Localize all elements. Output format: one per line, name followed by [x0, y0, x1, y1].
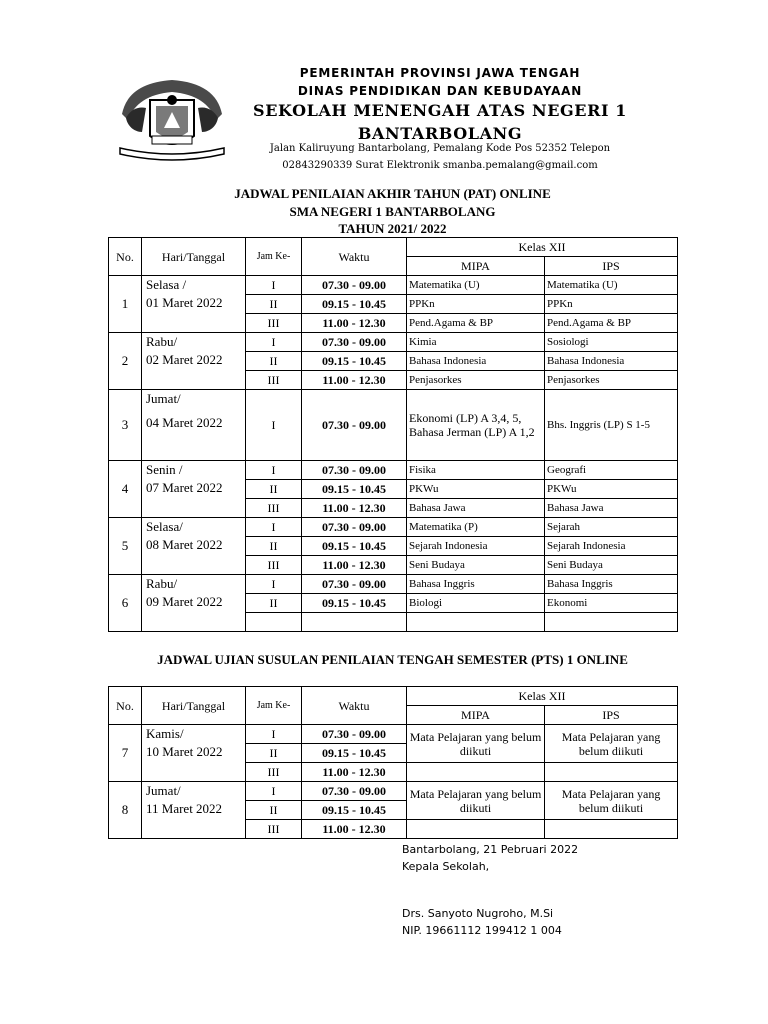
date-value: 07 Maret 2022: [146, 480, 223, 495]
session: II: [246, 352, 302, 371]
session: II: [246, 594, 302, 613]
subject-ips: Mata Pelajaran yang belum diikuti: [545, 782, 678, 820]
signature-nip: NIP. 19661112 199412 1 004: [402, 924, 562, 937]
subject-ips: Pend.Agama & BP: [545, 314, 678, 333]
session: I: [246, 333, 302, 352]
letterhead-government: PEMERINTAH PROVINSI JAWA TENGAH: [299, 66, 581, 80]
empty-cell: [407, 763, 545, 782]
time: 07.30 - 09.00: [302, 782, 407, 801]
time: 07.30 - 09.00: [302, 390, 407, 461]
row-no: 3: [109, 390, 142, 461]
pts-schedule-table: [108, 686, 678, 839]
day-name: Selasa/: [146, 519, 183, 534]
day-name: Senin /: [146, 462, 183, 477]
time: 09.15 - 10.45: [302, 537, 407, 556]
row-day-date: [142, 725, 246, 782]
empty-cell: [545, 763, 678, 782]
header-no: No.: [109, 238, 142, 276]
table-row: [109, 782, 678, 801]
session: III: [246, 820, 302, 839]
time: 07.30 - 09.00: [302, 461, 407, 480]
table-row: [109, 575, 678, 594]
table-row: [109, 333, 678, 352]
date-value: 02 Maret 2022: [146, 352, 223, 367]
empty-cell: [302, 613, 407, 632]
date-value: 04 Maret 2022: [146, 415, 223, 430]
time: 07.30 - 09.00: [302, 276, 407, 295]
empty-cell: [407, 613, 545, 632]
subject-mipa: Fisika: [407, 461, 545, 480]
time: 11.00 - 12.30: [302, 556, 407, 575]
time: 09.15 - 10.45: [302, 480, 407, 499]
subject-mipa: Ekonomi (LP) A 3,4, 5, Bahasa Jerman (LP) A 1,2: [407, 390, 545, 461]
header-class: Kelas XII: [407, 238, 678, 257]
session: I: [246, 575, 302, 594]
time: 09.15 - 10.45: [302, 801, 407, 820]
empty-cell: [407, 820, 545, 839]
row-no: 8: [109, 782, 142, 839]
subject-ips: Seni Budaya: [545, 556, 678, 575]
time: 09.15 - 10.45: [302, 744, 407, 763]
subject-mipa: PKWu: [407, 480, 545, 499]
session: I: [246, 276, 302, 295]
time: 07.30 - 09.00: [302, 725, 407, 744]
pat-title: JADWAL PENILAIAN AKHIR TAHUN (PAT) ONLINE: [234, 186, 551, 201]
table-row: [109, 461, 678, 480]
date-value: 11 Maret 2022: [146, 801, 223, 816]
letterhead-contact: 02843290339 Surat Elektronik smanba.pemalang@gmail.com: [282, 160, 598, 171]
subject-ips: Sosiologi: [545, 333, 678, 352]
time: 07.30 - 09.00: [302, 333, 407, 352]
subject-mipa: Mata Pelajaran yang belum diikuti: [407, 725, 545, 763]
header-ips: IPS: [545, 706, 678, 725]
day-name: Jumat/: [146, 783, 181, 798]
time: 11.00 - 12.30: [302, 763, 407, 782]
session: III: [246, 763, 302, 782]
subject-ips: Ekonomi: [545, 594, 678, 613]
subject-mipa: Kimia: [407, 333, 545, 352]
time: 11.00 - 12.30: [302, 499, 407, 518]
subject-mipa: Matematika (P): [407, 518, 545, 537]
time: 11.00 - 12.30: [302, 371, 407, 390]
day-name: Jumat/: [146, 391, 181, 406]
subject-ips: Bahasa Indonesia: [545, 352, 678, 371]
signature-position: Kepala Sekolah,: [402, 860, 490, 873]
session: II: [246, 537, 302, 556]
empty-cell: [246, 613, 302, 632]
time: 09.15 - 10.45: [302, 295, 407, 314]
session: III: [246, 314, 302, 333]
signature-place-date: Bantarbolang, 21 Pebruari 2022: [402, 843, 579, 856]
subject-ips: Bahasa Jawa: [545, 499, 678, 518]
session: III: [246, 499, 302, 518]
time: 07.30 - 09.00: [302, 518, 407, 537]
pts-title: JADWAL UJIAN SUSULAN PENILAIAN TENGAH SEMESTER (PTS) 1 ONLINE: [157, 652, 628, 667]
time: 09.15 - 10.45: [302, 594, 407, 613]
day-name: Rabu/: [146, 334, 178, 349]
subject-ips: Matematika (U): [545, 276, 678, 295]
pat-schedule-table: [108, 237, 678, 632]
day-name: Kamis/: [146, 726, 184, 741]
subject-mipa: Seni Budaya: [407, 556, 545, 575]
header-session: Jam Ke-: [246, 687, 302, 725]
subject-ips: Sejarah: [545, 518, 678, 537]
row-day-date: [142, 461, 246, 518]
subject-ips: Bahasa Inggris: [545, 575, 678, 594]
header-class: Kelas XII: [407, 687, 678, 706]
header-session: Jam Ke-: [246, 238, 302, 276]
table-header-row: [109, 238, 678, 257]
empty-cell: [545, 613, 678, 632]
subject-ips: Sejarah Indonesia: [545, 537, 678, 556]
letterhead-department: DINAS PENDIDIKAN DAN KEBUDAYAAN: [297, 84, 583, 98]
row-no: 5: [109, 518, 142, 575]
table-header-row: [109, 687, 678, 706]
row-day-date: [142, 333, 246, 390]
time: 11.00 - 12.30: [302, 314, 407, 333]
row-no: 1: [109, 276, 142, 333]
row-no: 2: [109, 333, 142, 390]
session: III: [246, 371, 302, 390]
session: I: [246, 461, 302, 480]
letterhead-school-name: SEKOLAH MENENGAH ATAS NEGERI 1: [253, 101, 627, 120]
header-mipa: MIPA: [407, 257, 545, 276]
letterhead-school-location: BANTARBOLANG: [357, 124, 523, 143]
subject-mipa: Bahasa Jawa: [407, 499, 545, 518]
subject-mipa: Bahasa Inggris: [407, 575, 545, 594]
time: 07.30 - 09.00: [302, 575, 407, 594]
subject-ips: Penjasorkes: [545, 371, 678, 390]
subject-mipa: PPKn: [407, 295, 545, 314]
subject-mipa: Mata Pelajaran yang belum diikuti: [407, 782, 545, 820]
subject-mipa: Penjasorkes: [407, 371, 545, 390]
row-no: 7: [109, 725, 142, 782]
subject-mipa: Pend.Agama & BP: [407, 314, 545, 333]
header-no: No.: [109, 687, 142, 725]
header-time: Waktu: [302, 687, 407, 725]
table-row: [109, 276, 678, 295]
table-row: [109, 518, 678, 537]
row-day-date: [142, 782, 246, 839]
pat-year: TAHUN 2021/ 2022: [338, 221, 447, 236]
session: II: [246, 744, 302, 763]
signature-name: Drs. Sanyoto Nugroho, M.Si: [402, 907, 554, 920]
pat-school: SMA NEGERI 1 BANTARBOLANG: [289, 204, 496, 219]
session: I: [246, 518, 302, 537]
row-day-date: [142, 390, 246, 461]
row-day-date: [142, 575, 246, 632]
header-time: Waktu: [302, 238, 407, 276]
subject-ips: PKWu: [545, 480, 678, 499]
emblem-icon: [112, 70, 232, 166]
session: I: [246, 725, 302, 744]
session: II: [246, 801, 302, 820]
time: 11.00 - 12.30: [302, 820, 407, 839]
date-value: 01 Maret 2022: [146, 295, 223, 310]
subject-ips: Mata Pelajaran yang belum diikuti: [545, 725, 678, 763]
row-no: 4: [109, 461, 142, 518]
time: 09.15 - 10.45: [302, 352, 407, 371]
session: I: [246, 782, 302, 801]
header-mipa: MIPA: [407, 706, 545, 725]
header-day-date: Hari/Tanggal: [142, 238, 246, 276]
subject-ips: PPKn: [545, 295, 678, 314]
session: I: [246, 390, 302, 461]
session: II: [246, 295, 302, 314]
table-row: [109, 390, 678, 461]
date-value: 09 Maret 2022: [146, 594, 223, 609]
subject-mipa: Biologi: [407, 594, 545, 613]
letterhead-address: Jalan Kaliruyung Bantarbolang, Pemalang Kode Pos 52352 Telepon: [269, 143, 611, 154]
table-row: [109, 725, 678, 744]
province-emblem-logo: [112, 70, 232, 166]
row-no: 6: [109, 575, 142, 632]
subject-ips: Geografi: [545, 461, 678, 480]
day-name: Selasa /: [146, 277, 187, 292]
header-day-date: Hari/Tanggal: [142, 687, 246, 725]
header-ips: IPS: [545, 257, 678, 276]
subject-ips: Bhs. Inggris (LP) S 1-5: [545, 390, 678, 461]
row-day-date: [142, 276, 246, 333]
empty-cell: [545, 820, 678, 839]
session: II: [246, 480, 302, 499]
subject-mipa: Matematika (U): [407, 276, 545, 295]
date-value: 08 Maret 2022: [146, 537, 223, 552]
subject-mipa: Sejarah Indonesia: [407, 537, 545, 556]
session: III: [246, 556, 302, 575]
row-day-date: [142, 518, 246, 575]
date-value: 10 Maret 2022: [146, 744, 223, 759]
day-name: Rabu/: [146, 576, 178, 591]
subject-mipa: Bahasa Indonesia: [407, 352, 545, 371]
